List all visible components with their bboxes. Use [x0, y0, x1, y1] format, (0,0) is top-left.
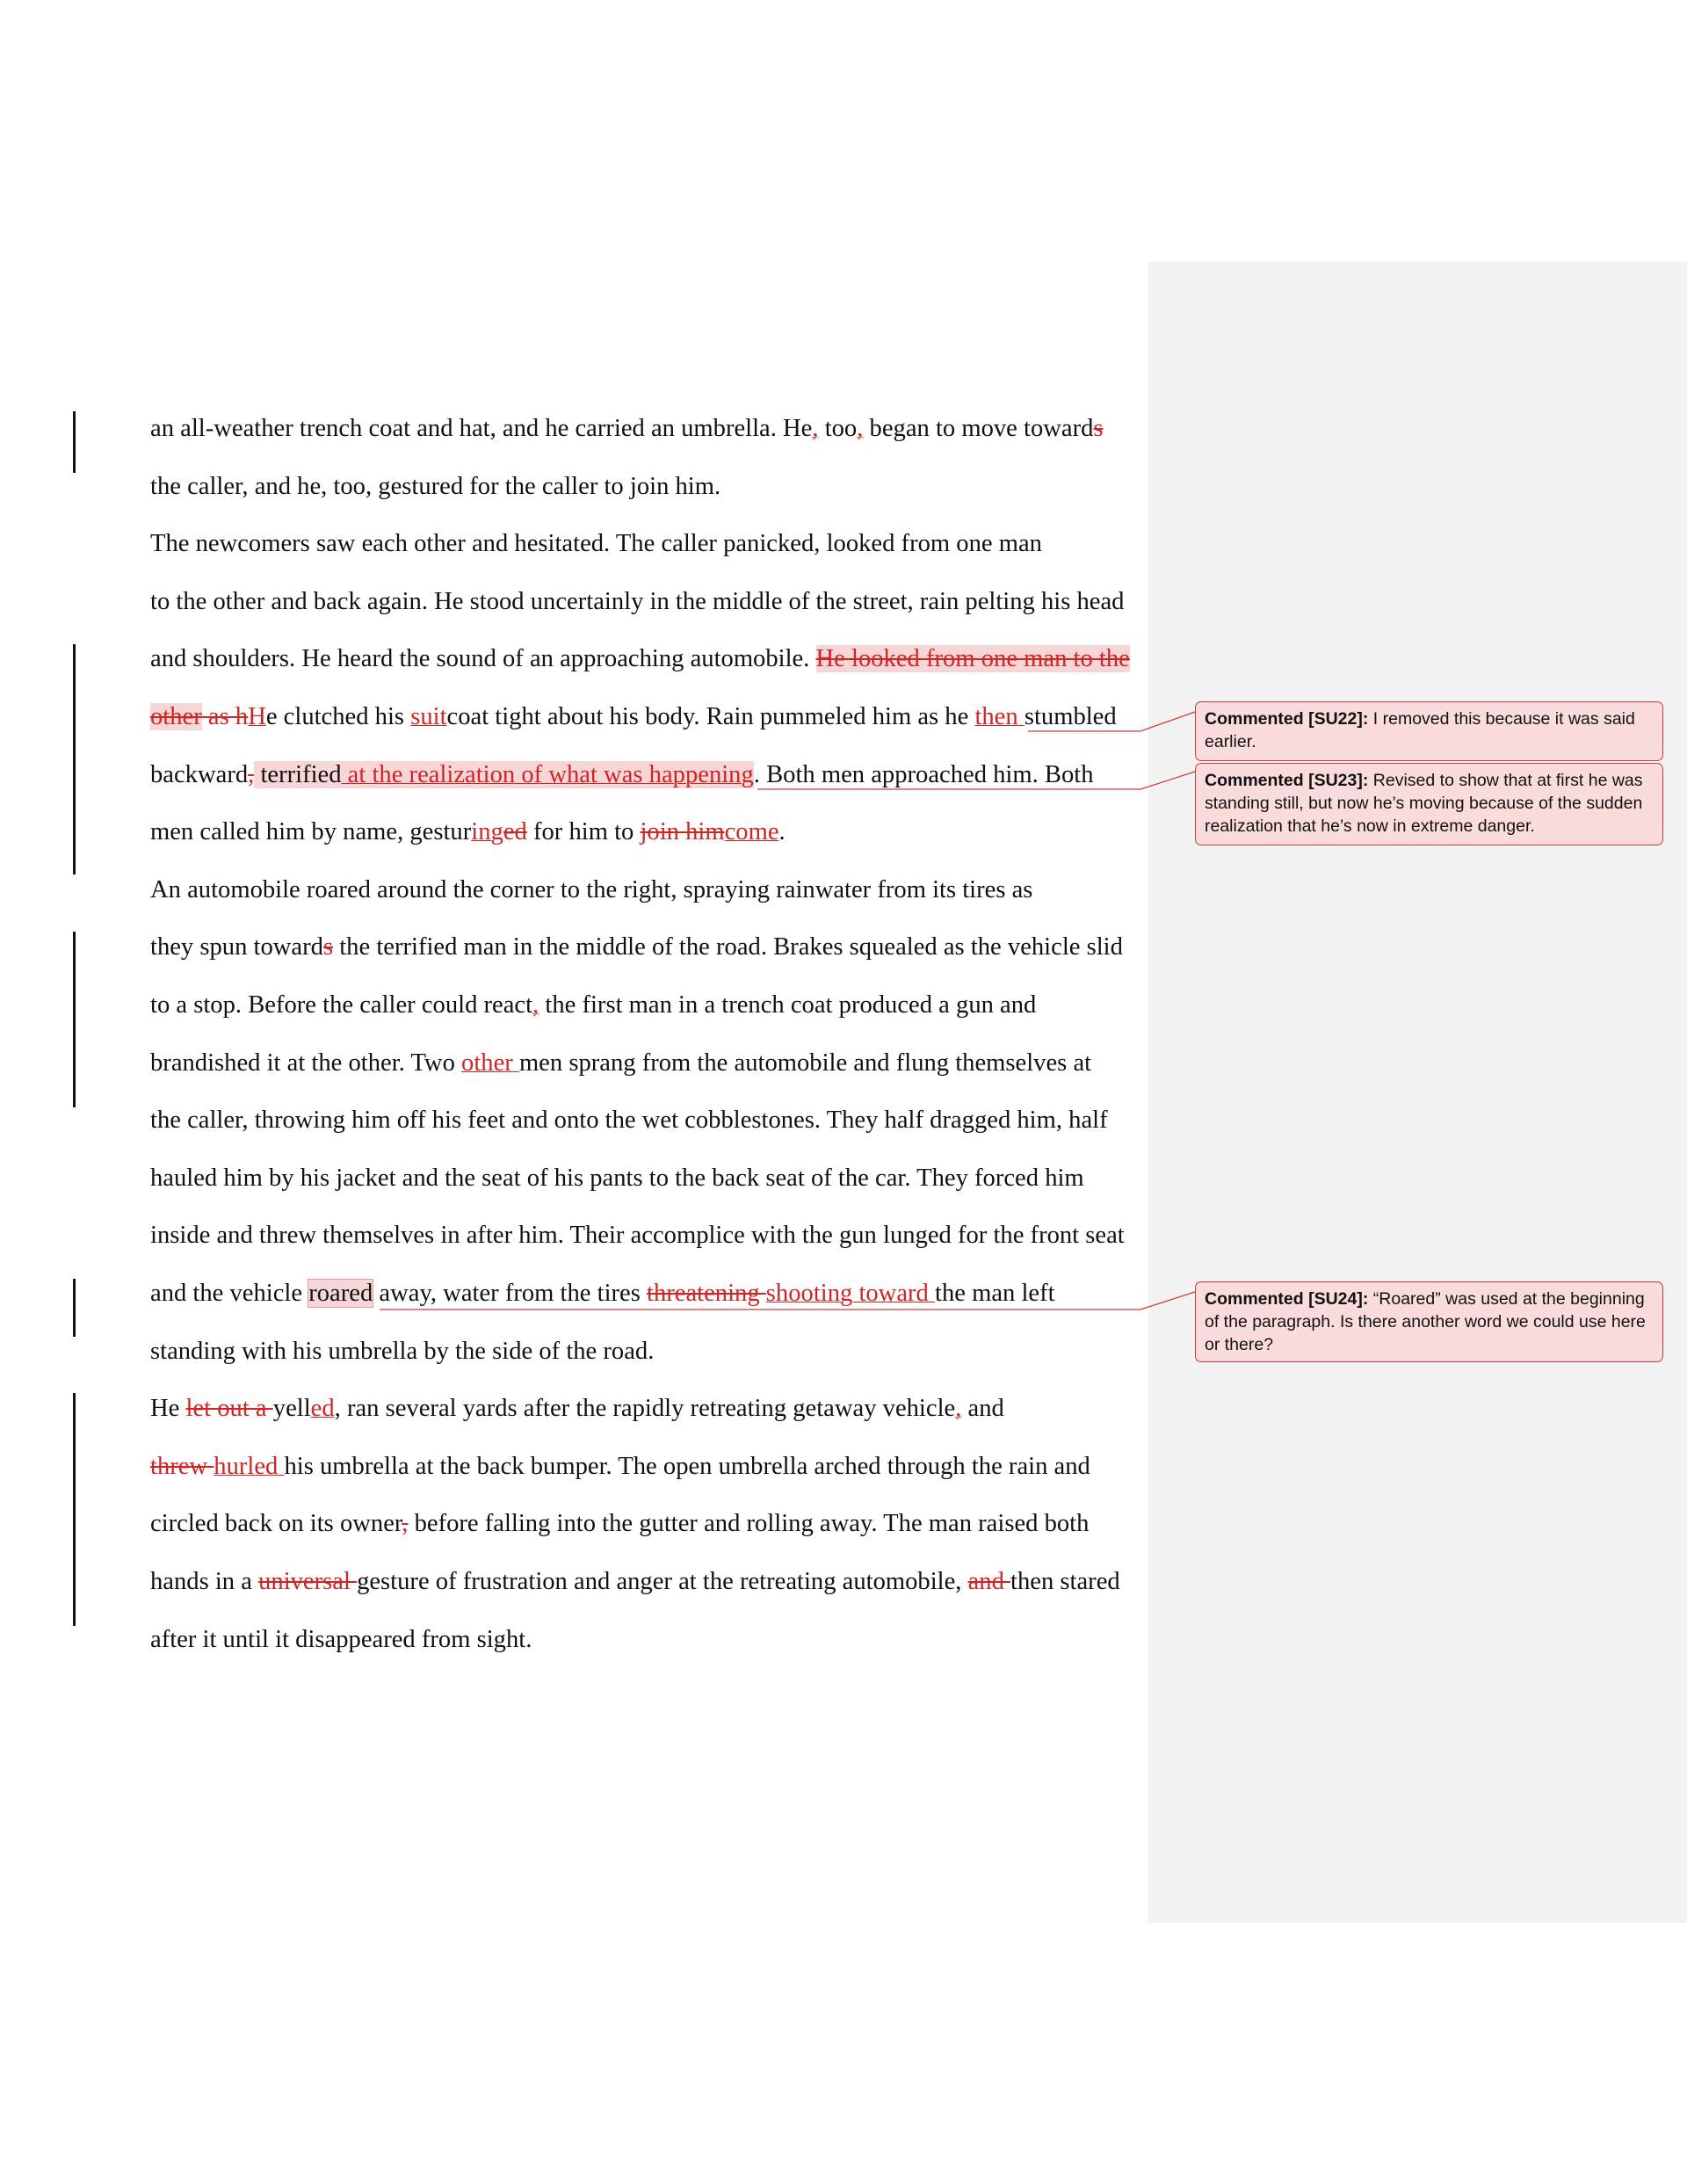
text-run: .	[778, 818, 786, 845]
tracked-deletion: join him	[640, 818, 725, 845]
text-run: and shoulders. He heard the sound of an approaching automobile.	[150, 645, 816, 672]
text-run: hauled him by his jacket and the seat of his pants to the back seat of the car. They forced him	[150, 1165, 1084, 1192]
text-run: gesture of frustration and anger at the retreating automobile,	[357, 1568, 968, 1595]
text-run: for him to	[526, 818, 641, 845]
text-run: yell	[272, 1395, 311, 1422]
comment-leader-su23	[757, 772, 1195, 789]
text-run: coat tight about his body. Rain pummeled him as he	[446, 703, 975, 730]
text-run: , ran several yards after the rapidly retreating getaway vehicle	[334, 1395, 956, 1422]
comment-label: Commented [SU22]:	[1205, 709, 1369, 729]
text-run: after it until it disappeared from sight.	[150, 1626, 532, 1653]
tracked-insertion: ,	[532, 991, 539, 1019]
tracked-insertion: at the realization of what was happening	[341, 761, 754, 788]
tracked-insertion: shooting toward	[765, 1280, 935, 1307]
tracked-deletion: threatening	[647, 1280, 766, 1307]
text-run: circled back on its owner	[150, 1510, 402, 1537]
tracked-deletion: He looked from one man to the	[815, 645, 1130, 672]
text-run: men sprang from the automobile and flung themselves at	[518, 1049, 1092, 1077]
tracked-deletion: ,	[402, 1510, 409, 1537]
text-run: and the vehicle	[150, 1280, 309, 1307]
tracked-deletion: let out a	[185, 1395, 273, 1422]
text-run: hands in a	[150, 1568, 259, 1595]
tracked-insertion: suit	[410, 703, 447, 730]
text-run: then stared	[1010, 1568, 1120, 1595]
tracked-insertion: ing	[471, 818, 503, 845]
text-run: the terrified man in the middle of the road. Brakes squealed as the vehicle slid	[333, 933, 1123, 961]
comment-leader-su24	[380, 1292, 1195, 1310]
comment-leader-su22	[1028, 712, 1195, 731]
text-run: an all-weather trench coat and hat, and he carried an umbrella. He	[150, 415, 813, 442]
text-run: the caller, and he, too, gestured for the caller to join him.	[150, 473, 721, 500]
text-run: to a stop. Before the caller could react	[150, 991, 533, 1019]
text-run: standing with his umbrella by the side of the road.	[150, 1338, 655, 1365]
tracked-deletion: universal	[258, 1568, 358, 1595]
text-run: brandished it at the other. Two	[150, 1049, 462, 1077]
commented-text: terrified	[254, 761, 342, 788]
text-run: e clutched his	[265, 703, 411, 730]
tracked-deletion: ed	[503, 818, 527, 845]
text-run: they spun toward	[150, 933, 323, 961]
comment-su24[interactable]	[1195, 1281, 1663, 1362]
text-run: stumbled	[1024, 703, 1117, 730]
tracked-deletion: as h	[201, 703, 249, 730]
text-run: He	[150, 1395, 186, 1422]
tracked-deletion: and	[967, 1568, 1011, 1595]
text-run: began to move toward	[863, 415, 1094, 442]
text-run: An automobile roared around the corner to the right, spraying rainwater from its tires as	[150, 876, 1033, 903]
text-run: too	[818, 415, 858, 442]
comment-su23[interactable]	[1195, 763, 1663, 845]
comment-text: Revised to show that at first he was standing still, but now he’s moving because of the sudden realization that he’s now in extreme danger.	[1205, 771, 1643, 836]
tracked-deletion: ,	[248, 761, 255, 788]
text-run: backward	[150, 761, 249, 788]
text-run: men called him by name, gestur	[150, 818, 472, 845]
commented-text: roared	[308, 1280, 373, 1307]
comment-text: “Roared” was used at the beginning of the paragraph. Is there another word we could use here or there?	[1205, 1289, 1646, 1354]
tracked-insertion: H	[248, 703, 266, 730]
tracked-insertion: ,	[857, 415, 864, 442]
comment-label: Commented [SU23]:	[1205, 771, 1369, 790]
text-run: The newcomers saw each other and hesitated. The caller panicked, looked from one man	[150, 530, 1042, 557]
text-run: and	[961, 1395, 1004, 1422]
text-run: the man left	[935, 1280, 1055, 1307]
text-run: inside and threw themselves in after him. Their accomplice with the gun lunged for the front seat	[150, 1222, 1125, 1249]
tracked-insertion: come	[724, 818, 779, 845]
tracked-insertion: other	[461, 1049, 519, 1077]
tracked-insertion: then	[974, 703, 1025, 730]
text-run: to the other and back again. He stood uncertainly in the middle of the street, rain pelting his head	[150, 588, 1125, 615]
comment-text: I removed this because it was said earlier.	[1205, 709, 1635, 751]
tracked-insertion: ed	[310, 1395, 335, 1422]
tracked-insertion: hurled	[214, 1453, 285, 1480]
tracked-insertion: ,	[812, 415, 819, 442]
text-run: the first man in a trench coat produced a gun and	[539, 991, 1037, 1019]
text-run: his umbrella at the back bumper. The open umbrella arched through the rain and	[284, 1453, 1090, 1480]
tracked-deletion: threw	[150, 1453, 214, 1480]
tracked-deletion: s	[1093, 415, 1104, 442]
comment-su22[interactable]	[1195, 701, 1663, 761]
text-run: away, water from the tires	[373, 1280, 648, 1307]
tracked-insertion: ,	[955, 1395, 962, 1422]
text-run: before falling into the gutter and rolling away. The man raised both	[408, 1510, 1090, 1537]
comment-label: Commented [SU24]:	[1205, 1289, 1369, 1309]
tracked-deletion: s	[322, 933, 334, 961]
text-run: . Both men approached him. Both	[753, 761, 1094, 788]
text-run: the caller, throwing him off his feet and onto the wet cobblestones. They half dragged him, half	[150, 1107, 1108, 1134]
tracked-deletion: other	[150, 703, 202, 730]
